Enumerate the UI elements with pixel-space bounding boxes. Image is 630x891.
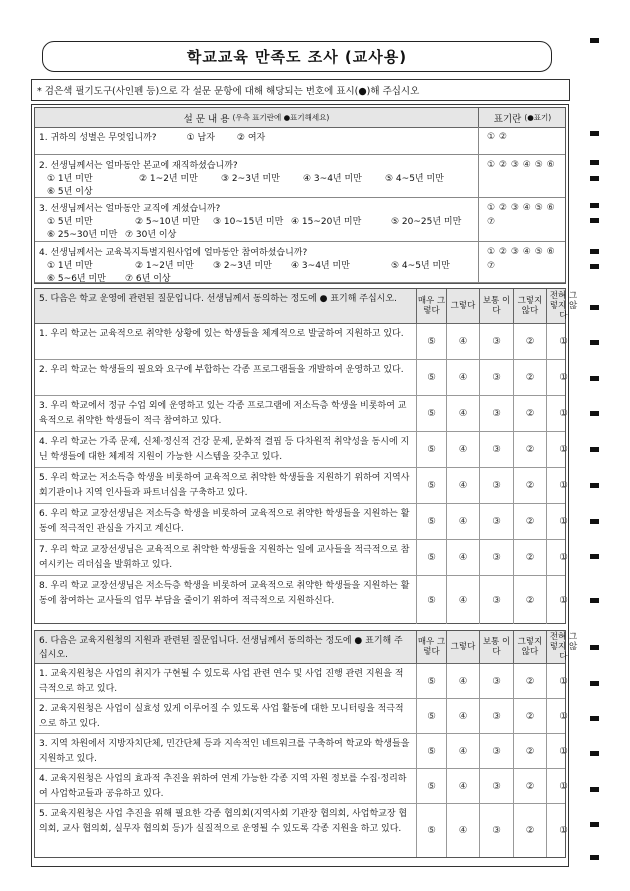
question-text-block (39, 158, 475, 199)
answer-bubble[interactable]: ④ (446, 324, 479, 359)
answer-bubble[interactable]: ③ (479, 699, 513, 733)
question-text: 2. 교육지원청은 사업이 실효성 있게 이루어질 수 있도록 사업 활동에 대한 모니터링을 적극적으로 하고 있다. (39, 704, 404, 729)
timing-mark (590, 645, 599, 650)
answer-option[interactable]: ⑤ 20~25년 미만 (391, 217, 462, 227)
timing-mark (590, 822, 599, 827)
answer-option[interactable]: ② 1~2년 미만 (139, 174, 198, 184)
answer-option[interactable]: ② 1~2년 미만 (135, 261, 194, 271)
timing-mark (590, 411, 599, 416)
question-text: 3. 지역 차원에서 지방자치단체, 민간단체 등과 지속적인 네트워크를 구축하여 학교와 학생들을 지원하고 있다. (39, 739, 410, 764)
question-text: 4. 교육지원청은 사업의 효과적 추진을 위하여 연계 가능한 각종 지역 자원 정보를 수집·정리하여 사업학교들과 공유하고 있다. (39, 774, 407, 799)
education-office-section (34, 630, 578, 858)
answer-option[interactable]: ① 5년 미만 (47, 217, 93, 227)
answer-bubble[interactable]: ① (546, 396, 580, 431)
timing-mark (590, 160, 599, 165)
answer-bubble[interactable]: ① (546, 468, 580, 503)
answer-bubble[interactable]: ① (546, 360, 580, 395)
question-text (39, 130, 475, 143)
timing-mark (590, 519, 599, 524)
answer-bubble[interactable]: ④ (446, 804, 479, 857)
scale-label: 매우 그렇다 (416, 631, 446, 663)
header-content (35, 108, 478, 127)
answer-bubble[interactable]: ③ (479, 734, 513, 768)
question-row (35, 324, 568, 360)
answer-bubble[interactable]: ① (546, 324, 580, 359)
question-row (35, 432, 568, 468)
answer-bubble[interactable]: ③ (479, 804, 513, 857)
answer-bubble[interactable]: ② (513, 432, 546, 467)
answer-bubble[interactable]: ③ (479, 360, 513, 395)
answer-bubble[interactable]: ⑤ (416, 664, 446, 698)
answer-bubble[interactable]: ② (513, 804, 546, 857)
answer-bubble[interactable]: ④ (446, 468, 479, 503)
mark-column[interactable]: ① ② ③ ④ ⑤ ⑥ (478, 155, 565, 197)
header-mark-note: (●표기) (524, 113, 552, 122)
answer-bubble[interactable]: ② (513, 699, 546, 733)
answer-bubble[interactable]: ④ (446, 664, 479, 698)
answer-bubble[interactable]: ③ (479, 396, 513, 431)
demographic-question-row (35, 242, 565, 283)
question-text: 1. 귀하의 성별은 무엇입니까? (39, 133, 157, 143)
answer-bubble[interactable]: ② (513, 769, 546, 803)
answer-bubble[interactable]: ⑤ (416, 540, 446, 575)
scale-label: 그렇다 (446, 631, 479, 663)
question-row (35, 468, 568, 504)
scale-label: 보통 이다 (479, 289, 513, 323)
timing-mark (590, 38, 599, 43)
answer-bubble[interactable]: ① (546, 504, 580, 539)
answer-option[interactable]: ① 남자 (186, 133, 215, 143)
question-text: 7. 우리 학교 교장선생님은 교육적으로 취약한 학생들을 지원하는 일에 교사들을 적극적으로 참여시키는 리더십을 발휘하고 있다. (39, 545, 410, 570)
answer-option[interactable]: ④ 3~4년 미만 (303, 174, 362, 184)
scale-label: 그렇지 않다 (513, 289, 546, 323)
demographics-header (35, 108, 565, 128)
timing-mark (590, 716, 599, 721)
question-text: 6. 우리 학교 교장선생님은 저소득층 학생을 비롯하여 교육적으로 취약한 학생들을 지원하는 활동에 적극적인 관심을 가지고 계신다. (39, 509, 410, 534)
answer-bubble[interactable]: ⑤ (416, 576, 446, 624)
question-text: 3. 선생님께서는 얼마동안 교직에 계셨습니까? (39, 204, 221, 214)
answer-bubble[interactable]: ⑤ (416, 504, 446, 539)
question-text: 2. 우리 학교는 학생들의 필요와 요구에 부합하는 각종 프로그램들을 개발하여 운영하고 있다. (39, 365, 404, 375)
answer-bubble[interactable]: ③ (479, 468, 513, 503)
scale-label: 매우 그렇다 (416, 289, 446, 323)
answer-bubble[interactable]: ⑤ (416, 360, 446, 395)
answer-options (39, 216, 475, 242)
question-text: 2. 선생님께서는 얼마동안 본교에 재직하셨습니까? (39, 161, 238, 171)
survey-title: 학교교육 만족도 조사 (교사용) (42, 41, 552, 72)
question-text: 8. 우리 학교 교장선생님은 저소득층 학생을 비롯하여 교육적으로 취약한 학생들을 지원하는 활동에 참여하는 교사들의 업무 부담을 줄이기 위하여 적극적으로 지원하신다. (39, 581, 410, 606)
answer-option[interactable]: ⑤ 4~5년 미만 (391, 261, 450, 271)
answer-bubble[interactable]: ⑤ (416, 432, 446, 467)
mark-column[interactable]: ① ② ③ ④ ⑤ ⑥ ⑦ (478, 242, 565, 282)
scale-label: 보통 이다 (479, 631, 513, 663)
header-content-label: 설 문 내 용 (183, 113, 230, 125)
answer-bubble[interactable]: ① (546, 769, 580, 803)
answer-bubble[interactable]: ⑤ (416, 699, 446, 733)
timing-mark (590, 598, 599, 603)
question-row (35, 540, 568, 576)
answer-bubble[interactable]: ⑤ (416, 769, 446, 803)
timing-mark (590, 264, 599, 269)
school-operation-question: 5. 다음은 학교 운영에 관련된 질문입니다. 선생님께서 동의하는 정도에 ● 표기해 주십시오. (39, 294, 397, 304)
answer-bubble[interactable]: ③ (479, 432, 513, 467)
answer-option[interactable]: ④ 15~20년 미만 (291, 217, 362, 227)
timing-mark (590, 305, 599, 310)
answer-bubble[interactable]: ② (513, 504, 546, 539)
question-row (35, 804, 568, 857)
header-content-note: (우측 표기란에 ●표기해세요) (232, 113, 330, 122)
question-row (35, 360, 568, 396)
timing-mark (590, 855, 599, 860)
timing-mark (590, 176, 599, 181)
question-text: 5. 우리 학교는 저소득층 학생을 비롯하여 교육적으로 취약한 학생들을 지원하기 위하여 지역사회기관이나 지역 인사들과 파트너십을 구축하고 있다. (39, 473, 410, 498)
question-text-block (39, 201, 475, 242)
answer-options (39, 173, 475, 199)
answer-option[interactable]: ⑦ 6년 이상 (125, 274, 171, 284)
timing-mark (590, 131, 599, 136)
scale-label: 전혀 그렇지 않다 (546, 631, 580, 663)
timing-mark (590, 376, 599, 381)
education-office-question: 6. 다음은 교육지원청의 지원과 관련된 질문입니다. 선생님께서 동의하는 정도에 ● 표기해 주십시오. (39, 636, 403, 660)
timing-mark (590, 203, 599, 208)
answer-bubble[interactable]: ⑤ (416, 804, 446, 857)
question-row (35, 734, 568, 769)
answer-bubble[interactable]: ② (513, 540, 546, 575)
answer-bubble[interactable]: ② (513, 734, 546, 768)
scale-label: 전혀 그렇지 않다 (546, 289, 580, 323)
timing-mark (590, 249, 599, 254)
answer-bubble[interactable]: ① (546, 540, 580, 575)
demographics-section (34, 107, 566, 284)
answer-bubble[interactable]: ① (546, 734, 580, 768)
answer-option[interactable]: ⑤ 4~5년 미만 (385, 174, 444, 184)
timing-mark (590, 787, 599, 792)
answer-bubble[interactable]: ② (513, 396, 546, 431)
timing-mark (590, 447, 599, 452)
answer-bubble[interactable]: ④ (446, 576, 479, 624)
answer-option[interactable]: ⑥ 25~30년 미만 (47, 230, 118, 240)
answer-options (39, 260, 475, 286)
demographic-question-row (35, 127, 565, 155)
answer-bubble[interactable]: ⑤ (416, 324, 446, 359)
answer-bubble[interactable]: ⑤ (416, 734, 446, 768)
answer-option[interactable]: ③ 10~15년 미만 (213, 217, 284, 227)
answer-bubble[interactable]: ④ (446, 360, 479, 395)
answer-bubble[interactable]: ④ (446, 432, 479, 467)
school-operation-header (35, 289, 578, 324)
answer-bubble[interactable]: ② (513, 360, 546, 395)
instruction-box: * 검은색 필기도구(사인펜 등)으로 각 설문 문항에 대해 해당되는 번호에 표시(●)해 주십시오 (31, 79, 570, 101)
timing-mark (590, 751, 599, 756)
answer-option[interactable]: ③ 2~3년 미만 (221, 174, 280, 184)
timing-mark (590, 681, 599, 686)
answer-bubble[interactable]: ② (513, 324, 546, 359)
answer-bubble[interactable]: ③ (479, 324, 513, 359)
answer-bubble[interactable]: ④ (446, 504, 479, 539)
answer-bubble[interactable]: ③ (479, 664, 513, 698)
answer-bubble[interactable]: ⑤ (416, 468, 446, 503)
school-operation-section (34, 288, 578, 624)
answer-bubble[interactable]: ② (513, 468, 546, 503)
question-row (35, 396, 568, 432)
demographic-question-row (35, 155, 565, 198)
answer-bubble[interactable]: ① (546, 432, 580, 467)
question-text: 1. 우리 학교는 교육적으로 취약한 상황에 있는 학생들을 체계적으로 발굴하여 지원하고 있다. (39, 329, 404, 339)
answer-bubble[interactable]: ④ (446, 540, 479, 575)
answer-option[interactable]: ② 여자 (236, 133, 266, 143)
mark-column[interactable]: ① ② ③ ④ ⑤ ⑥ ⑦ (478, 198, 565, 241)
timing-mark (590, 554, 599, 559)
question-text-block (39, 130, 475, 143)
answer-bubble[interactable]: ① (546, 804, 580, 857)
education-office-header (35, 631, 578, 664)
question-text: 5. 교육지원청은 사업 추진을 위해 필요한 각종 협의회(지역사회 기관장 협의회, 사업학교장 협의회, 교사 협의회, 실무자 협의회 등)가 실질적으로 운영될 수 있도록 각종 지원을 하고 있다. (39, 809, 408, 834)
answer-bubble[interactable]: ① (546, 664, 580, 698)
answer-option[interactable]: ⑥ 5년 이상 (47, 187, 93, 197)
answer-bubble[interactable]: ② (513, 576, 546, 624)
answer-option[interactable]: ④ 3~4년 미만 (291, 261, 350, 271)
answer-bubble[interactable]: ① (546, 699, 580, 733)
answer-bubble[interactable]: ④ (446, 769, 479, 803)
answer-bubble[interactable]: ① (546, 576, 580, 624)
question-row (35, 699, 568, 734)
question-text: 3. 우리 학교에서 정규 수업 외에 운영하고 있는 각종 프로그램에 저소득층 학생을 비롯하여 교육적으로 취약한 학생들이 적극 참여하고 있다. (39, 401, 407, 426)
question-row (35, 576, 568, 624)
answer-bubble[interactable]: ② (513, 664, 546, 698)
question-row (35, 504, 568, 540)
timing-mark (590, 218, 599, 223)
header-mark-column (478, 108, 566, 127)
timing-mark (590, 340, 599, 345)
question-text: 1. 교육지원청은 사업의 취지가 구현될 수 있도록 사업 관련 연수 및 사업 진행 관련 지원을 적극적으로 하고 있다. (39, 669, 404, 694)
answer-bubble[interactable]: ③ (479, 504, 513, 539)
answer-option[interactable]: ⑦ 30년 이상 (125, 230, 177, 240)
answer-bubble[interactable]: ④ (446, 734, 479, 768)
header-mark-label: 표기란 (493, 113, 522, 125)
question-row (35, 664, 568, 699)
answer-bubble[interactable]: ③ (479, 576, 513, 624)
mark-column[interactable]: ① ② (478, 127, 565, 154)
answer-option[interactable]: ① 1년 미만 (47, 261, 93, 271)
question-row (35, 769, 568, 804)
answer-bubble[interactable]: ③ (479, 769, 513, 803)
answer-option[interactable]: ① 1년 미만 (47, 174, 93, 184)
answer-bubble[interactable]: ④ (446, 396, 479, 431)
timing-mark (590, 483, 599, 488)
scale-label: 그렇다 (446, 289, 479, 323)
answer-option[interactable]: ② 5~10년 미만 (135, 217, 200, 227)
scale-label: 그렇지 않다 (513, 631, 546, 663)
question-text-block (39, 245, 475, 286)
question-text: 4. 선생님께서는 교육복지특별지원사업에 얼마동안 참여하셨습니까? (39, 248, 308, 258)
demographic-question-row (35, 198, 565, 242)
question-text: 4. 우리 학교는 가족 문제, 신체·정신적 건강 문제, 문화적 결핍 등 다차원적 취약성을 동시에 지닌 학생들에 대한 체계적 지원이 가능한 시스템을 갖추고 있다. (39, 437, 410, 462)
answer-bubble[interactable]: ⑤ (416, 396, 446, 431)
answer-bubble[interactable]: ④ (446, 699, 479, 733)
answer-bubble[interactable]: ③ (479, 540, 513, 575)
answer-option[interactable]: ③ 2~3년 미만 (213, 261, 272, 271)
answer-option[interactable]: ⑥ 5~6년 미만 (47, 274, 106, 284)
